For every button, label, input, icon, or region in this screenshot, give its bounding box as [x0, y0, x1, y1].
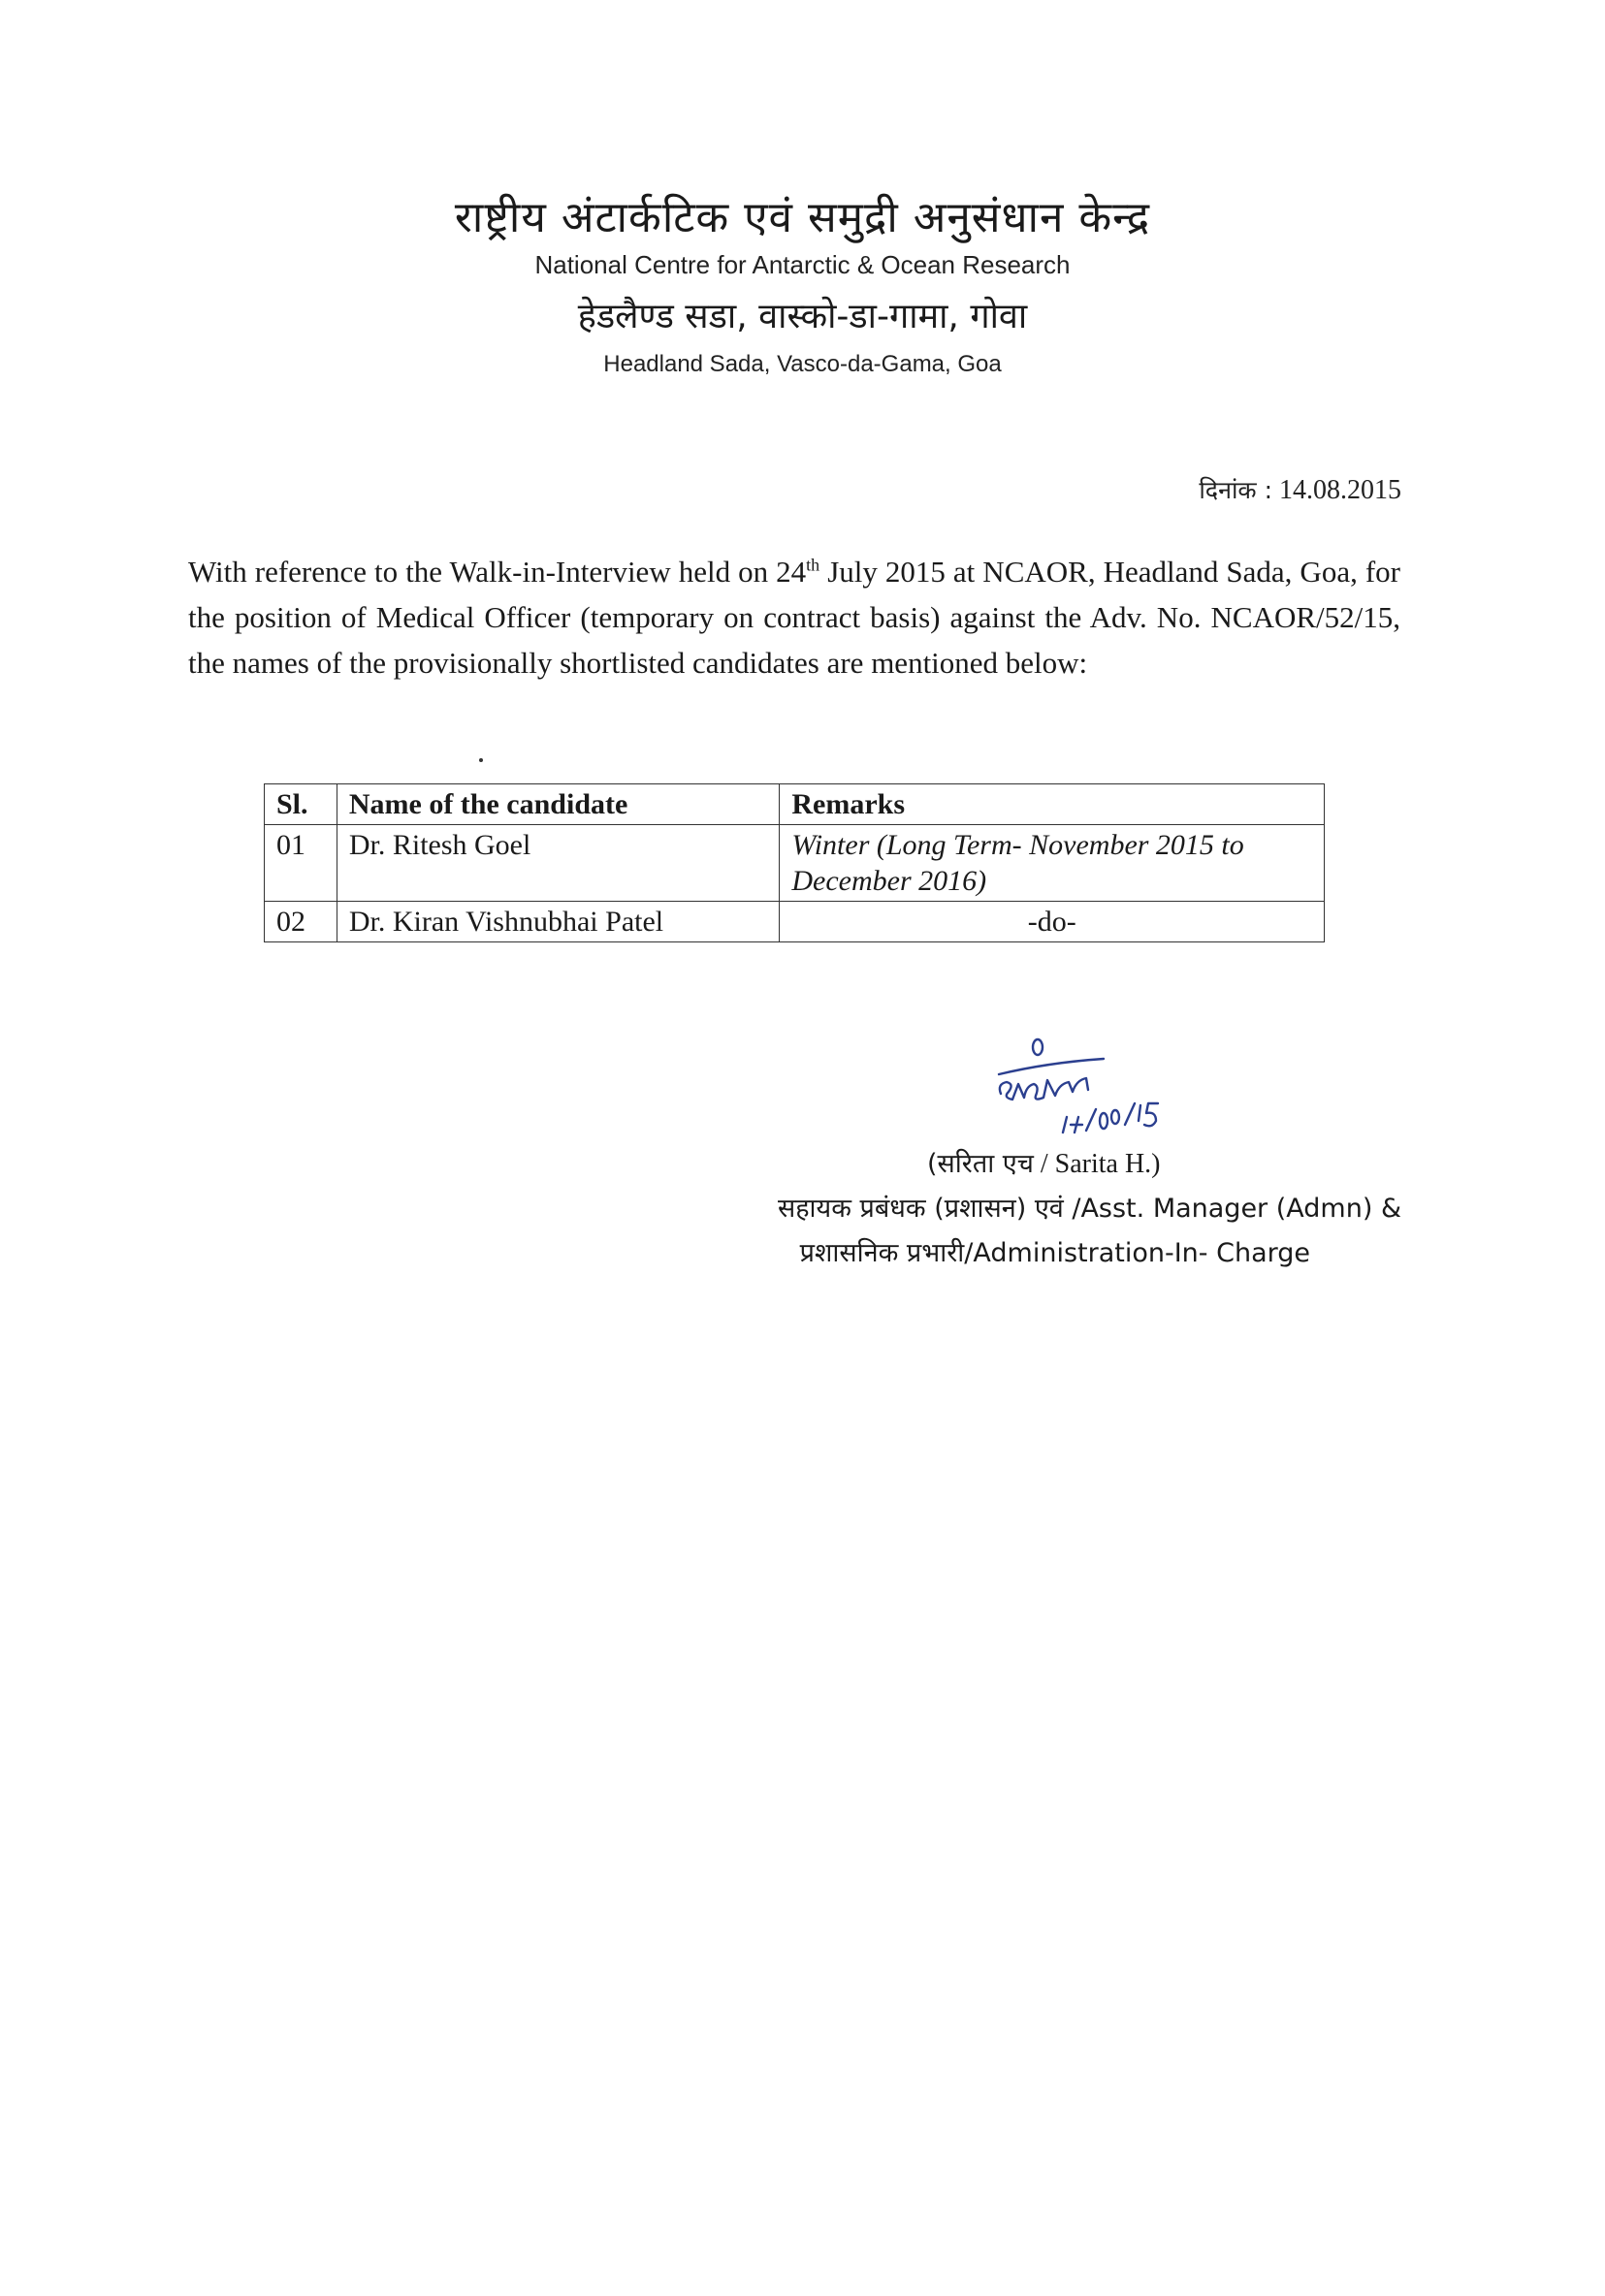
body-paragraph	[188, 549, 1400, 686]
table-row	[265, 825, 1325, 902]
signatory-name-hindi: (सरिता एच	[927, 1149, 1034, 1179]
letterhead-hindi-address: हेडलैण्ड सडा, वास्को-डा-गामा, गोवा	[577, 297, 1028, 336]
cell-remarks: -do-	[780, 902, 1325, 942]
signatory-name-english: / Sarita H.)	[1040, 1149, 1161, 1179]
letterhead-hindi-title: राष्ट्रीय अंटार्कटिक एवं समुद्री अनुसंधान केन्द्र	[454, 193, 1151, 242]
signatory-designation-line1: सहायक प्रबंधक (प्रशासन) एवं /Asst. Manager (Admn) &	[777, 1194, 1401, 1224]
date-value: 14.08.2015	[1279, 475, 1401, 505]
table-header-row	[265, 784, 1325, 825]
letterhead-english-address: Headland Sada, Vasco-da-Gama, Goa	[603, 351, 1002, 377]
header-remarks: Remarks	[780, 784, 1325, 825]
cell-name: Dr. Ritesh Goel	[337, 825, 780, 902]
body-text-part2: July 2015 at NCAOR, Headland Sada, Goa, for the position of Medical Officer (temporary on contract basis) against the Adv. No. NCAOR/52/15, the names of the provisionally shortlisted candidates are mentioned below:	[188, 555, 1400, 680]
body-text-part1: With reference to the Walk-in-Interview held on 24	[188, 555, 807, 589]
cell-sl: 02	[265, 902, 337, 942]
header-sl: Sl.	[265, 784, 337, 825]
header-name: Name of the candidate	[337, 784, 780, 825]
cell-sl: 01	[265, 825, 337, 902]
date-label: दिनांक :	[1199, 476, 1272, 504]
handwritten-signature	[979, 1028, 1173, 1144]
scan-speck	[479, 758, 483, 762]
date-line	[1199, 473, 1401, 506]
candidates-table	[264, 783, 1325, 942]
cell-name: Dr. Kiran Vishnubhai Patel	[337, 902, 780, 942]
cell-remarks: Winter (Long Term- November 2015 to December 2016)	[780, 825, 1325, 902]
letterhead-english-title: National Centre for Antarctic & Ocean Research	[534, 250, 1071, 279]
table-row	[265, 902, 1325, 942]
signatory-name	[927, 1144, 1161, 1180]
body-superscript: th	[806, 555, 820, 575]
signatory-designation-line2: प्रशासनिक प्रभारी/Administration-In- Charge	[799, 1238, 1310, 1268]
